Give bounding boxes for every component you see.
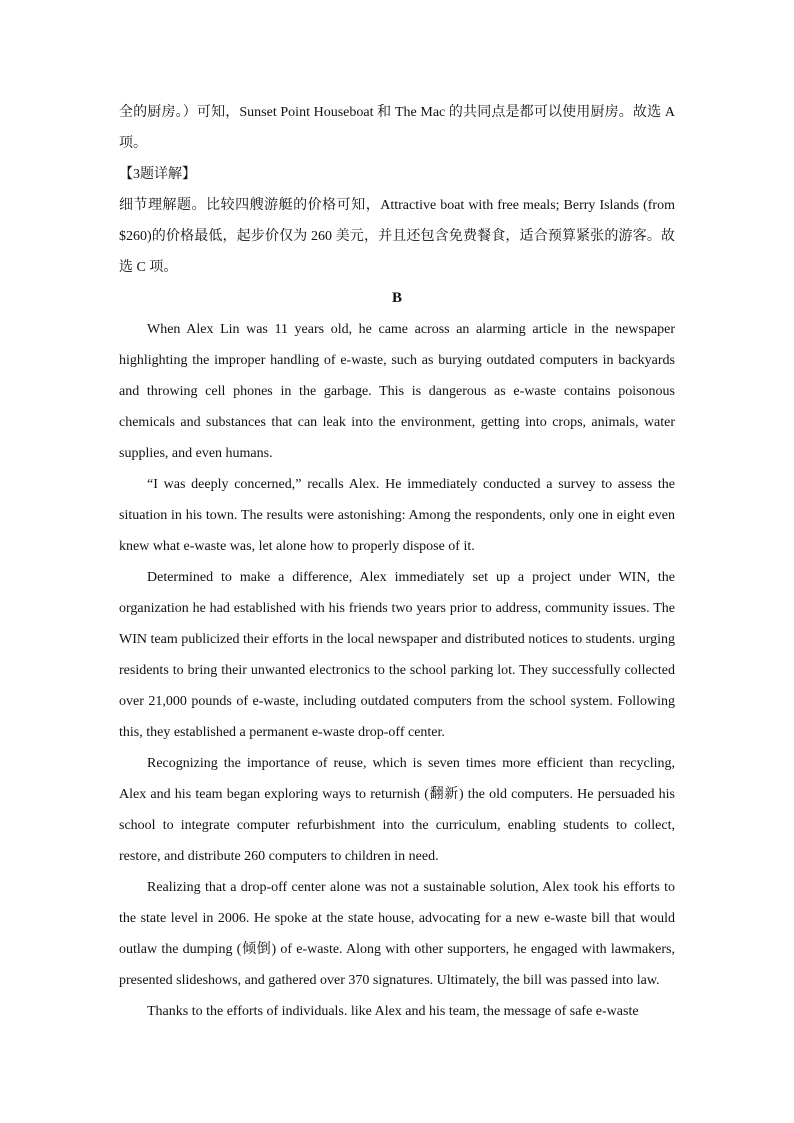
passage-paragraph: Recognizing the importance of reuse, which is seven times more efficient than recycling, Alex and his team began exploring ways to returnish (翻新) the old computers. He persuaded his school to integrate computer refurbishment into the curriculum, enabling students to collect, restore, and distribute 260 computers to children in need.	[119, 756, 675, 864]
question-3-heading: 【3题详解】	[119, 167, 196, 182]
answer-explanation-2-tail: 全的厨房。）可知，Sunset Point Houseboat 和 The Mac 的共同点是都可以使用厨房。故选 A 项。	[119, 105, 675, 151]
passage-paragraph: “I was deeply concerned,” recalls Alex. He immediately conducted a survey to assess the situation in his town. The results were astonishing: Among the respondents, only one in eight even knew what e-waste was, let alone how to properly dispose of it.	[119, 477, 675, 554]
passage-paragraph: Determined to make a difference, Alex immediately set up a project under WIN, the organization he had established with his friends two years prior to address, community issues. The WIN team publicized their efforts in the local newspaper and distributed notices to students. urging residents to bring their unwanted electronics to the school parking lot. They successfully collected over 21,000 pounds of e-waste, including outdated computers from the school system. Following this, they established a permanent e-waste drop-off center.	[119, 570, 675, 740]
passage-title: B	[391, 290, 402, 306]
passage-paragraph: Thanks to the efforts of individuals. like Alex and his team, the message of safe e-waste	[147, 1004, 639, 1019]
passage-paragraph: Realizing that a drop-off center alone was not a sustainable solution, Alex took his efforts to the state level in 2006. He spoke at the state house, advocating for a new e-waste bill that would outlaw the dumping (倾倒) of e-waste. Along with other supporters, he engaged with lawmakers, presented slideshows, and gathered over 370 signatures. Ultimately, the bill was passed into law.	[119, 880, 675, 988]
answer-explanation-3: 细节理解题。比较四艘游艇的价格可知，Attractive boat with free meals; Berry Islands (from $260)的价格最低，起步价仅为 260 美元，并且还包含免费餐食，适合预算紧张的游客。故选 C 项。	[119, 198, 675, 275]
passage-paragraph: When Alex Lin was 11 years old, he came across an alarming article in the newspaper highlighting the improper handling of e-waste, such as burying outdated computers in backyards and throwing cell phones in the garbage. This is dangerous as e-waste contains poisonous chemicals and substances that can leak into the environment, getting into crops, animals, water supplies, and even humans.	[119, 322, 675, 461]
document-page	[119, 97, 675, 1027]
